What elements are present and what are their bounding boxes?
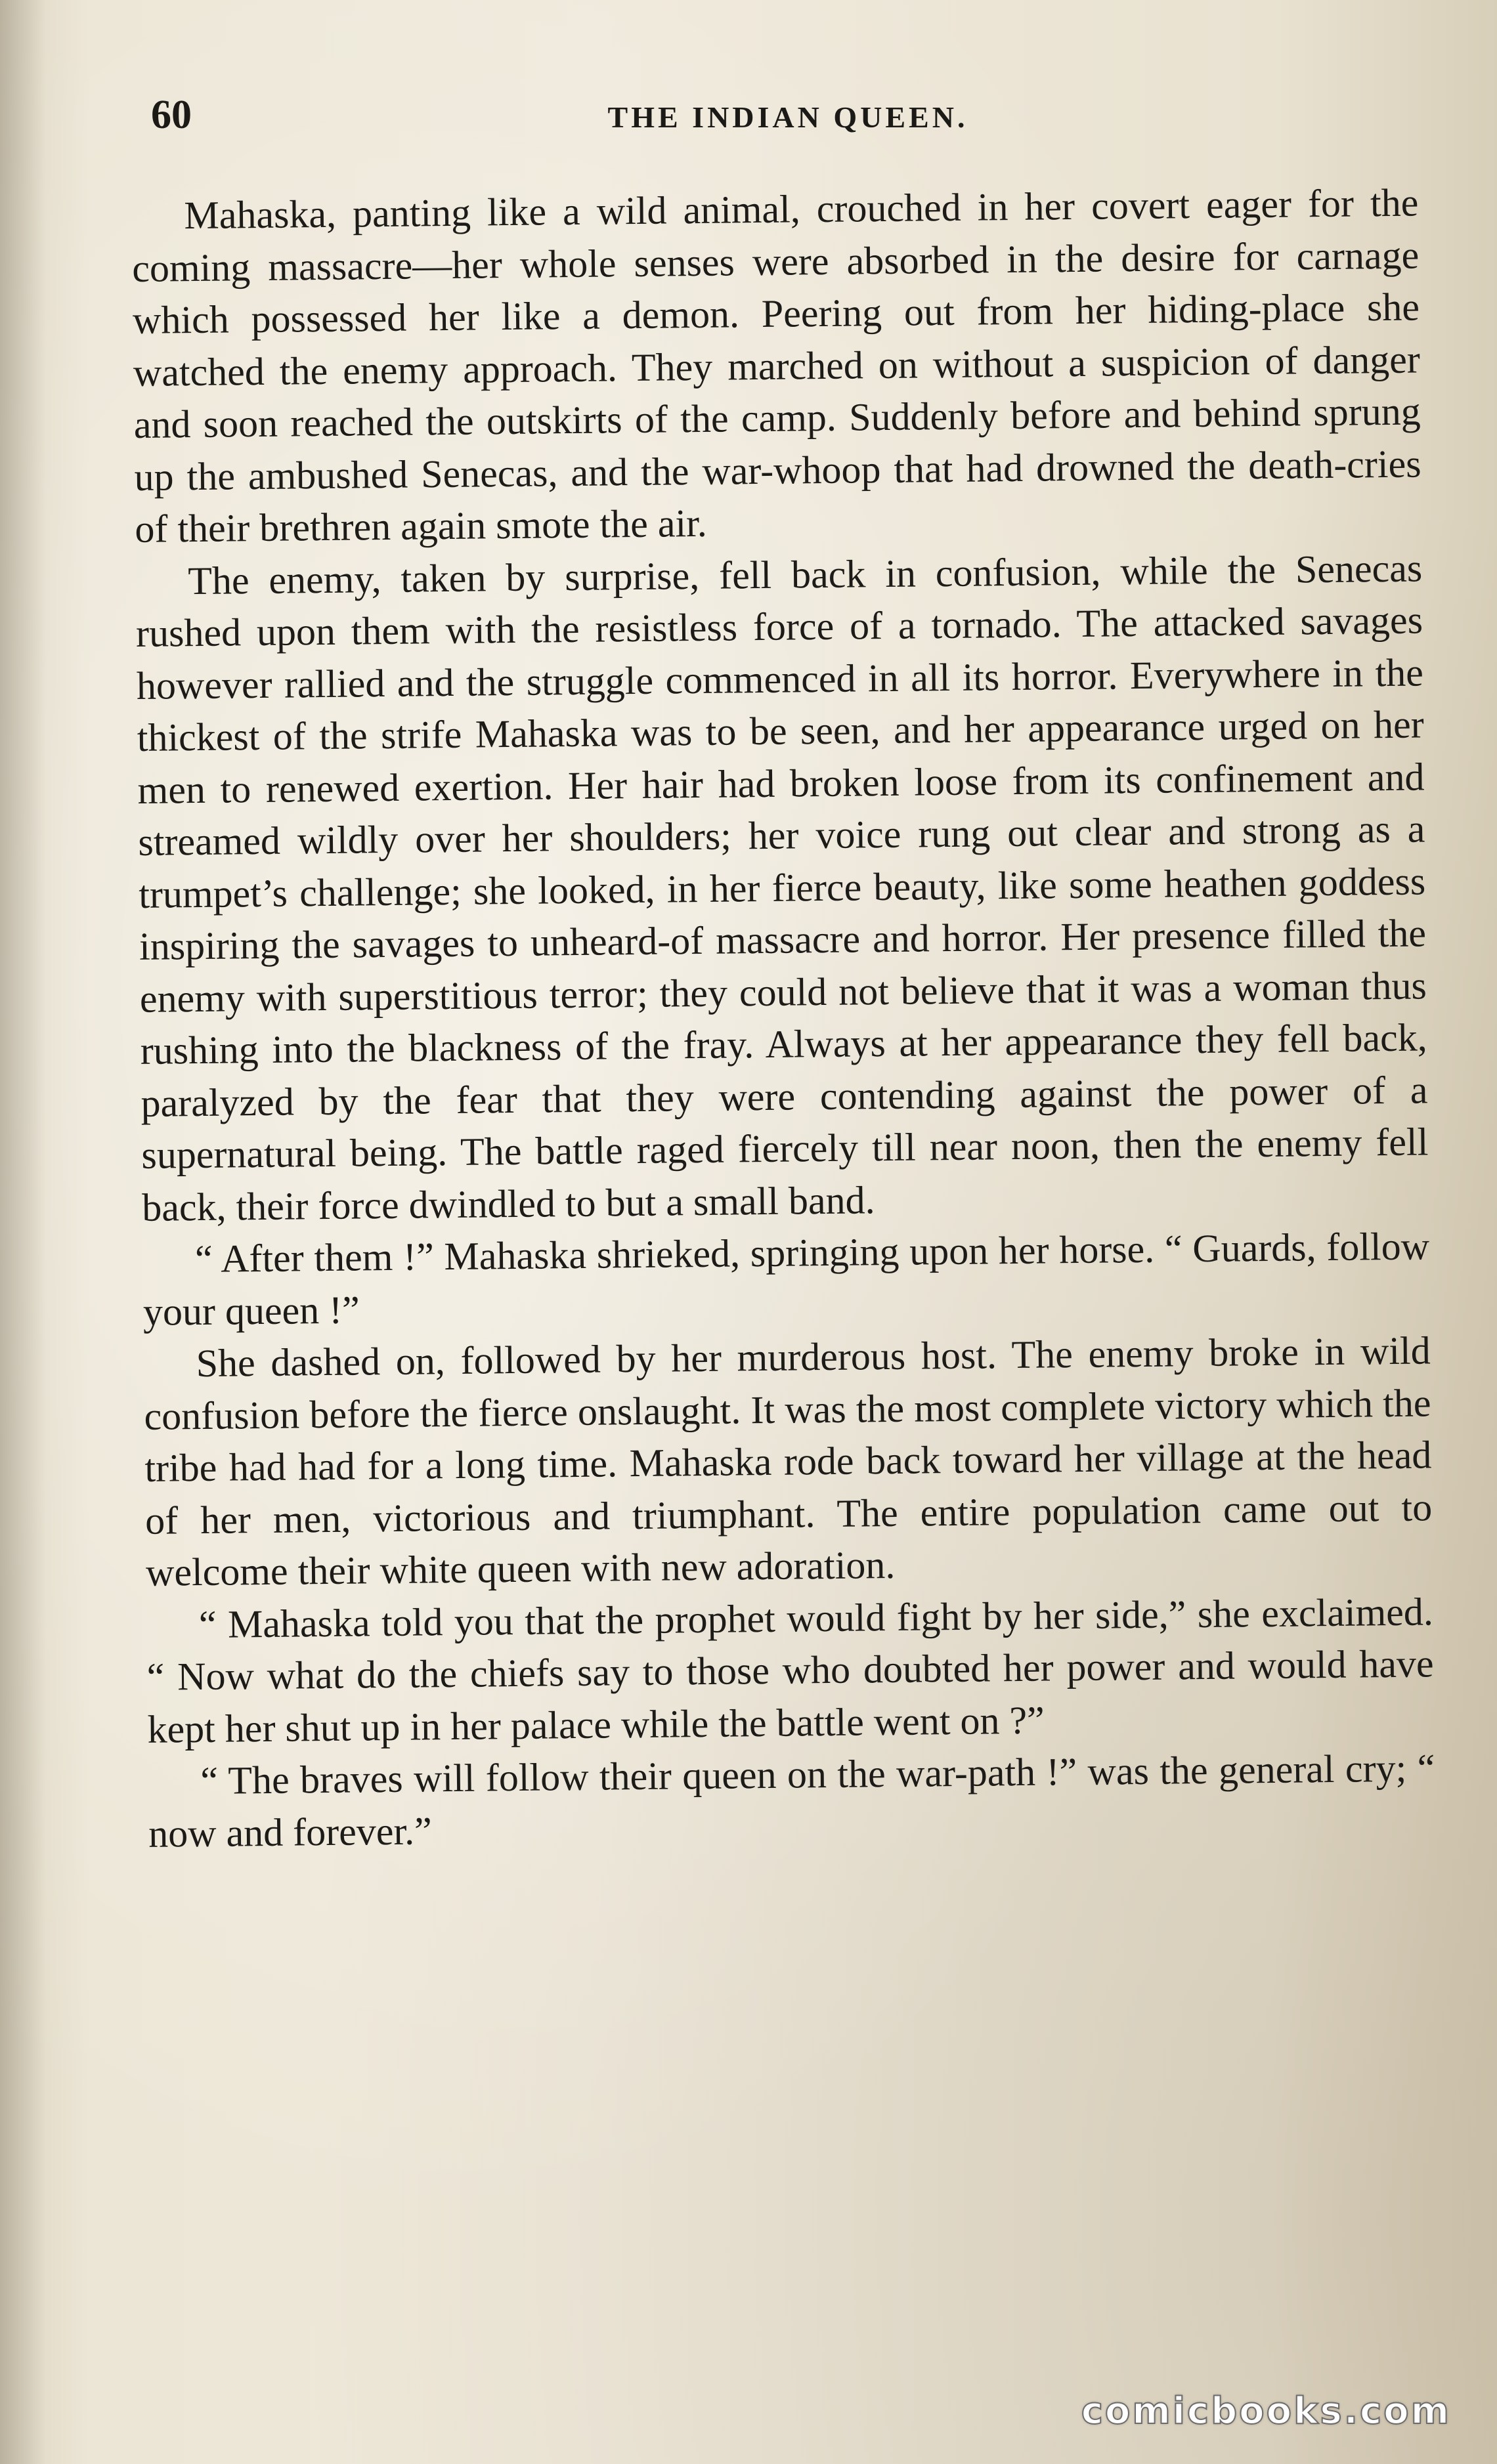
page-header <box>151 85 1425 158</box>
paragraph: “ Mahaska told you that the prophet would fight by her side,” she exclaimed. “ Now what do the chiefs say to those who doubted her power and would have kept her shut up in her palace while the battle went on ?” <box>146 1589 1434 1751</box>
page-number: 60 <box>151 93 192 137</box>
paragraph: The enemy, taken by surprise, fell back in confusion, while the Senecas rushed upon them with the resistless force of a tornado. The attacked savages however rallied and the struggle commenced in all its horror. Everywhere in the thickest of the strife Mahaska was to be seen, and her appearance urged on her men to renewed exertion. Her hair had broken loose from its confinement and streamed wildly over her shoulders; her voice rung out clear and strong as a trumpet’s challenge; she looked, in her fierce beauty, like some heathen goddess inspiring the savages to unheard-of massacre and horror. Her presence filled the enemy with superstitious terror; they could not believe that it was a woman thus rushing into the blackness of the fray. Always at her appearance they fell back, paralyzed by the fear that they were contending against the power of a supernatural being. The battle raged fiercely till near noon, then the enemy fell back, their force dwindled to but a small band. <box>135 545 1429 1229</box>
body-text <box>131 177 1436 1859</box>
spine-shadow <box>0 0 46 2464</box>
paragraph: “ The braves will follow their queen on the war-path !” was the general cry; “ now and forever.” <box>148 1746 1435 1856</box>
paragraph: She dashed on, followed by her murderous host. The enemy broke in wild confusion before the fierce onslaught. It was the most complete victory which the tribe had had for a long time. Mahaska rode back toward her village at the head of her men, victorious and triumphant. The entire population came out to welcome their white queen with new adoration. <box>144 1328 1433 1594</box>
paragraph: Mahaska, panting like a wild animal, crouched in her covert eager for the coming massacre—her whole senses were absorbed in the desire for carnage which possessed her like a demon. Peering out from her hiding-place she watched the enemy approach. They marched on without a suspicion of danger and soon reached the outskirts of the camp. Suddenly before and behind sprung up the ambushed Senecas, and the war-whoop that had drowned the death-cries of their brethren again smote the air. <box>131 181 1421 551</box>
paragraph: “ After them !” Mahaska shrieked, springing upon her horse. “ Guards, follow your queen !” <box>142 1224 1430 1334</box>
watermark: comicbooks.com <box>1081 2390 1451 2432</box>
running-head: THE INDIAN QUEEN. <box>607 100 968 134</box>
